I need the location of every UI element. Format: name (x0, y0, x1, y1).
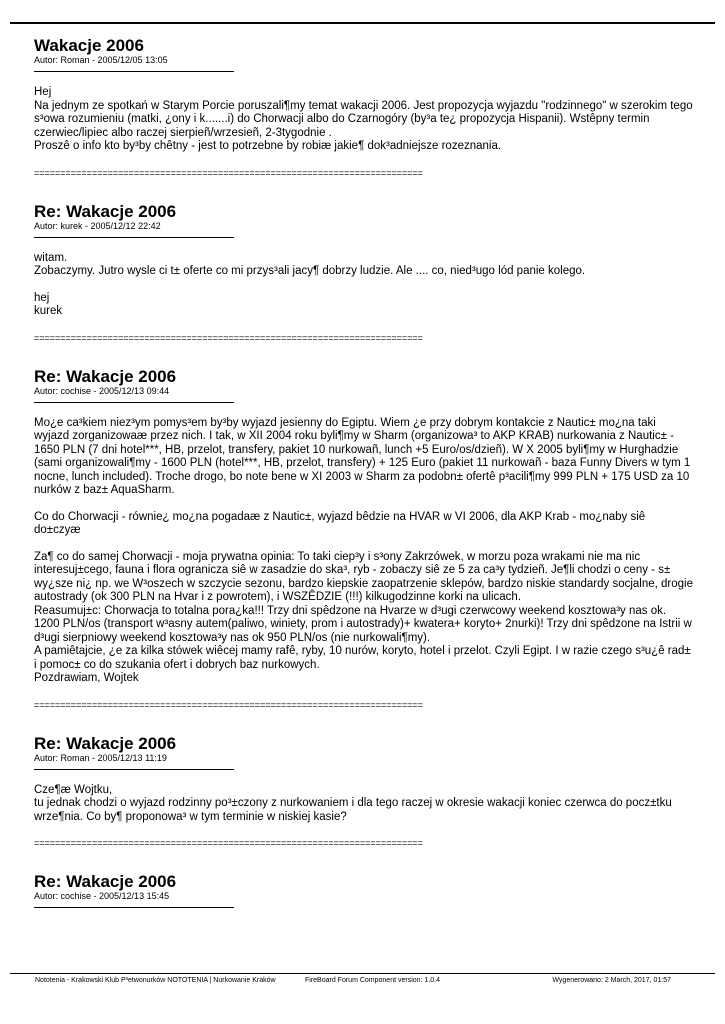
title-divider (34, 71, 234, 72)
footer-generated: Wygenerowano: 2 March, 2017, 01:57 (552, 977, 671, 984)
post (34, 36, 694, 178)
forum-thread (34, 36, 694, 908)
post-title: Re: Wakacje 2006 (34, 201, 177, 221)
post-paragraph: Cze¶æ Wojtku, tu jednak chodzi o wyjazd rodzinny po³±czony z nurkowaniem i dla tego raczej w okresie wakacji koniec czerwca do pocz±tku wrze¶nia. Co by¶ proponowa³ w tym terminie w niskiej kasie? (34, 783, 672, 823)
post-title: Re: Wakacje 2006 (34, 872, 177, 891)
post-paragraph: Hej Na jednym ze spotkań w Starym Porcie poruszali¶my temat wakacji 2006. Jest propozycja wyjazdu "rodzinnego" w szerokim tego s³owa rozumieniu (matki, ¿ony i k.......i) do Chorwacji albo do Czarnogóry (by³a te¿ propozycja Hispanii). Wstêpny termin czerwiec/lipiec albo raczej sierpieñ/wrzesieñ, 2-3tygodnie . Proszê o info kto by³by chêtny - jest to potrzebne by robiæ jakie¶ dok³adniejsze rozeznania. (34, 86, 693, 152)
post-paragraph: hej kurek (34, 291, 63, 317)
title-divider (34, 237, 234, 238)
post-body (34, 86, 694, 154)
top-rule (10, 22, 715, 24)
post (34, 872, 694, 908)
post (34, 734, 694, 849)
post (34, 202, 694, 343)
title-divider (34, 402, 234, 403)
post-separator: ========================================================================== (34, 699, 423, 710)
title-divider (34, 907, 234, 908)
post-meta: Autor: Roman - 2005/12/13 11:19 (34, 752, 167, 763)
post-title: Re: Wakacje 2006 (34, 733, 177, 753)
post-title: Re: Wakacje 2006 (34, 366, 177, 386)
post-body (34, 252, 694, 319)
post-meta: Autor: kurek - 2005/12/12 22:42 (34, 220, 161, 231)
post-body (34, 417, 694, 686)
title-divider (34, 769, 234, 770)
post-separator: ========================================================================== (34, 838, 423, 848)
footer-site: Nototenia - Krakowski Klub P³etwonurków NOTOTENIA | Nurkowanie Kraków (35, 977, 276, 984)
post (34, 367, 694, 710)
post-separator: ========================================================================== (34, 167, 423, 178)
post-separator: ========================================================================== (34, 332, 423, 343)
post-meta: Autor: cochise - 2005/12/13 09:44 (34, 385, 170, 396)
post-meta: Autor: cochise - 2005/12/13 15:45 (34, 891, 170, 901)
post-body (34, 784, 694, 825)
post-paragraph: Mo¿e ca³kiem niez³ym pomys³em by³by wyjazd jesienny do Egiptu. Wiem ¿e przy dobrym kontakcie z Nautic± mo¿na taki wyjazd zorganizowaæ przez nich. I tak, w XII 2004 roku byli¶my w Sharm (organizowa³ to AKP KRAB) nurkowania z Nautic± - 1650 PLN (7 dni hotel***, HB, przelot, transfery, pakiet 10 nurkowañ, lunch +5 Euro/os/dzieñ). W X 2005 byli¶my w Hurghadzie (sami organizowali¶my - 1600 PLN (hotel***, HB, przelot, transfery) + 125 Euro (pakiet 11 nurkowañ - baza Funny Divers w tym 1 nocne, lunch included). Troche drogo, bo note bene w XI 2003 w Sharm za podobn± ofertê p³acili¶my 999 PLN + 175 USD za 10 nurków z baz± AquaSharm. (34, 416, 691, 496)
post-paragraph: Za¶ co do samej Chorwacji - moja prywatna opinia: To taki ciep³y i s³ony Zakrzówek, w morzu poza wrakami nie ma nic interesuj±cego, fauna i flora ogranicza siê w zasadzie do ska³, ryb - zobaczy siê ze 5 za ca³y tydzieñ. Je¶li chodzi o ceny - s± wy¿sze ni¿ np. we W³oszech w szczycie sezonu, bardzo kiepskie zaopatrzenie sklepów, bardzo niskie standardy socjalne, drogie autostrady (ok 300 PLN na Hvar i z powrotem), i WSZÊDZIE (!!!) kilkugodzinne korki na ulicach. Reasumuj±c: Chorwacja to totalna pora¿ka!!! Trzy dni spêdzone na Hvarze w d³ugi czerwcowy weekend kosztowa³y nas ok. 1200 PLN/os (transport w³asny autem(paliwo, winiety, prom i autostrady)+ kwatera+ koryto+ 2nurki)! Trzy dni spêdzone na Istrii w d³ugi sierpniowy weekend kosztowa³y nas ok 950 PLN/os (nie nurkowali¶my). A pamiêtajcie, ¿e za kilka stówek wiêcej mamy rafê, ryby, 10 nurów, koryto, hotel i przelot. Czyli Egipt. I w razie czego s³u¿ê rad± i pomoc± co do szukania ofert i dobrych baz nurkowych. Pozdrawiam, Wojtek (34, 550, 694, 684)
post-meta: Autor: Roman - 2005/12/05 13:05 (34, 55, 168, 65)
post-paragraph: Co do Chorwacji - równie¿ mo¿na pogadaæ z Nautic±, wyjazd bêdzie na HVAR w VI 2006, dla AKP Krab - mo¿naby siê do±czyæ (34, 510, 646, 536)
post-paragraph: witam. Zobaczymy. Jutro wysle ci t± oferte co mi przys³ali jacy¶ dobrzy ludzie. Ale .... co, nied³ugo lód panie kolego. (34, 251, 586, 277)
post-title: Wakacje 2006 (34, 36, 144, 55)
footer-rule (10, 973, 715, 974)
footer-component: FireBoard Forum Component version: 1.0.4 (305, 977, 441, 984)
